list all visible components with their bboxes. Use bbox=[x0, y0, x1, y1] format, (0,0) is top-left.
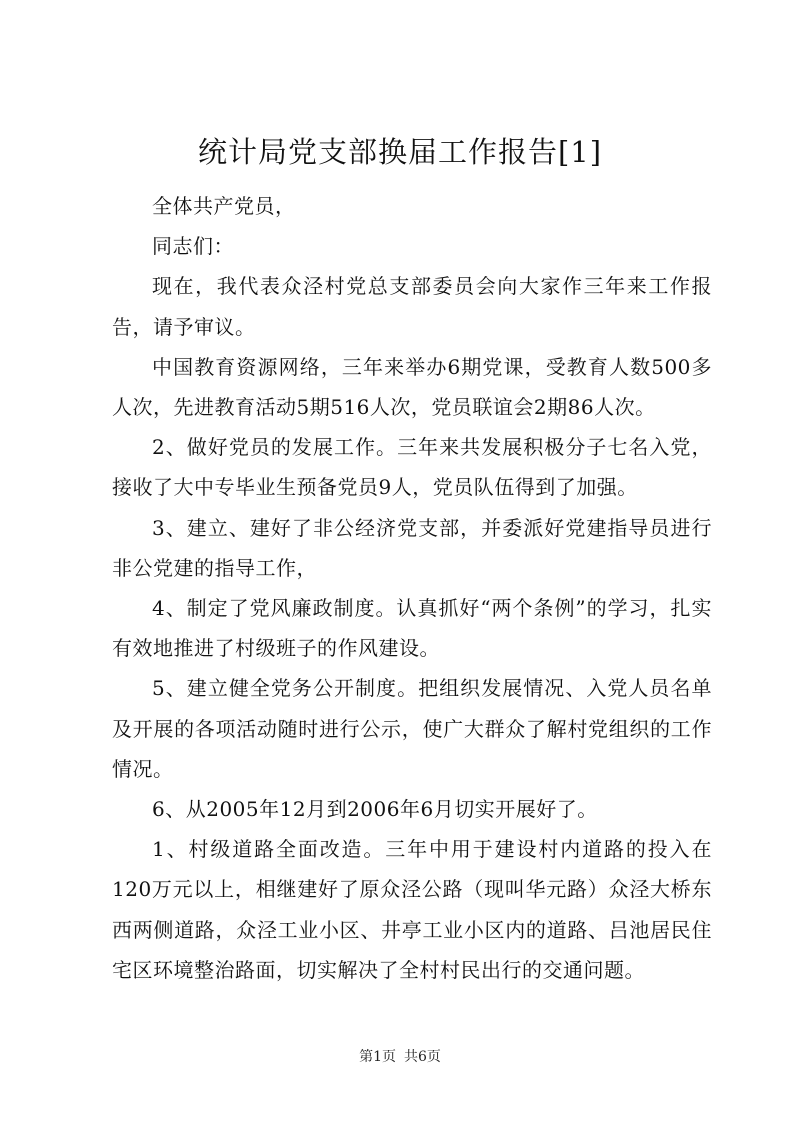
paragraph-item-4: 4、制定了党风廉政制度。认真抓好“两个条例”的学习，扎实有效地推进了村级班子的作风建设。 bbox=[112, 596, 712, 661]
page-number: 第1页 bbox=[359, 1049, 396, 1065]
paragraph-item-2: 2、做好党员的发展工作。三年来共发展积极分子七名入党，接收了大中专毕业生预备党员9人，党员队伍得到了加强。 bbox=[112, 435, 712, 500]
page-footer bbox=[0, 1047, 800, 1067]
paragraph-education: 中国教育资源网络，三年来举办6期党课，受教育人数500多人次，先进教育活动5期516人次，党员联谊会2期86人次。 bbox=[112, 354, 712, 420]
document-title: 统计局党支部换届工作报告[1] bbox=[197, 135, 603, 169]
paragraph-item-5: 5、建立健全党务公开制度。把组织发展情况、入党人员名单及开展的各项活动随时进行公示，使广大群众了解村党组织的工作情况。 bbox=[112, 676, 712, 781]
paragraph-salutation-2: 同志们： bbox=[152, 234, 234, 259]
paragraph-item-3: 3、建立、建好了非公经济党支部，并委派好党建指导员进行非公党建的指导工作， bbox=[112, 515, 712, 580]
paragraph-salutation-1: 全体共产党员， bbox=[152, 194, 296, 218]
paragraph-item-6: 6、从2005年12月到2006年6月切实开展好了。 bbox=[152, 797, 598, 822]
page-total: 共6页 bbox=[404, 1049, 441, 1065]
paragraph-intro: 现在，我代表众泾村党总支部委员会向大家作三年来工作报告，请予审议。 bbox=[112, 274, 712, 339]
document-body bbox=[112, 186, 712, 990]
paragraph-roads: 1、村级道路全面改造。三年中用于建设村内道路的投入在120万元以上，相继建好了原众泾公路（现叫华元路）众泾大桥东西两侧道路，众泾工业小区、井亭工业小区内的道路、吕池居民住宅区环境整治路面，切实解决了全村村民出行的交通问题。 bbox=[112, 837, 712, 982]
